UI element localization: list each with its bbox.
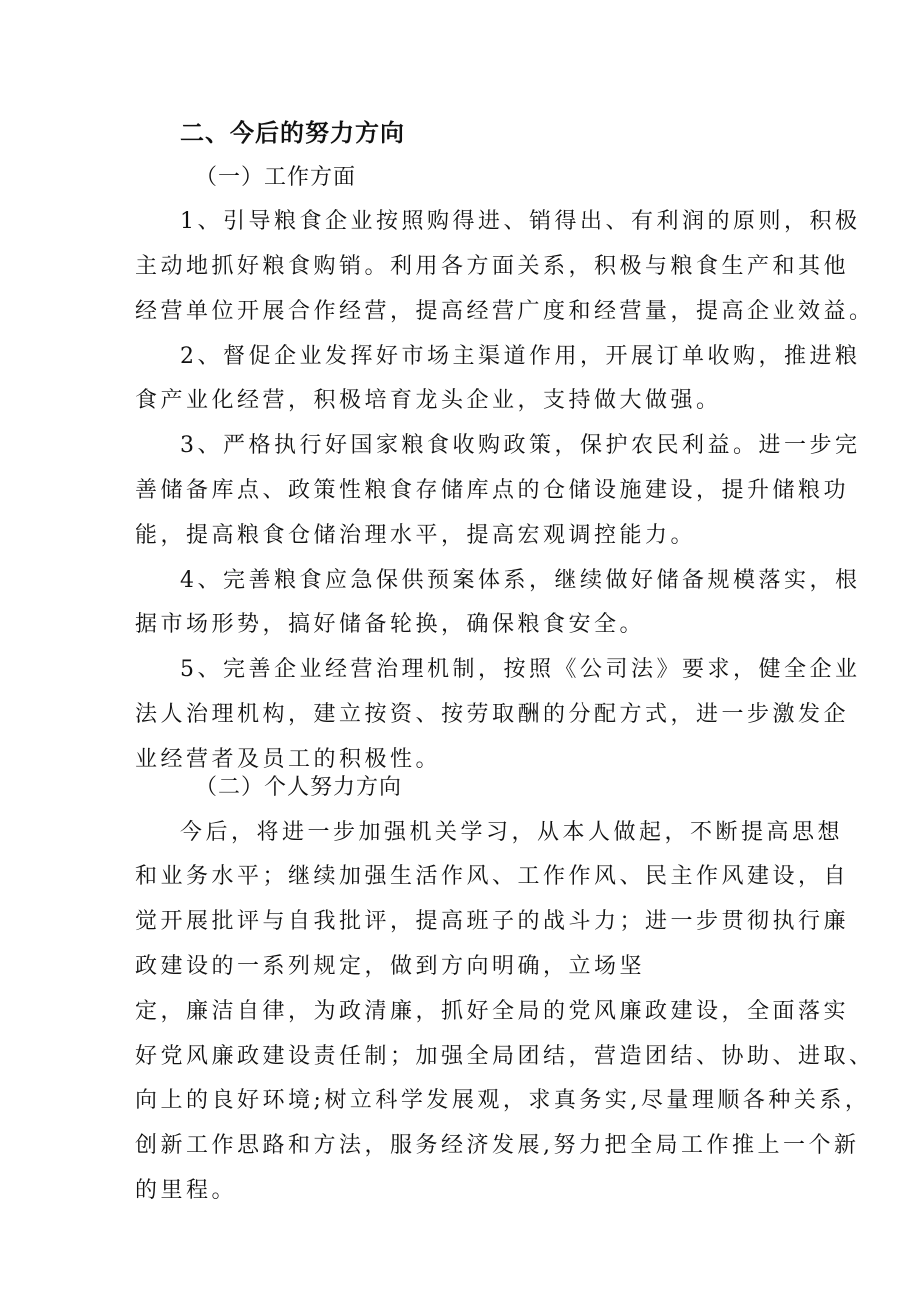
paragraph-line: 主动地抓好粮食购销。利用各方面关系，积极与粮食生产和其他 — [135, 254, 850, 279]
paragraph-line: 经营单位开展合作经营，提高经营广度和经营量，提高企业效益。 — [135, 299, 875, 324]
paragraph-line: 5、完善企业经营治理机制，按照《公司法》要求，健全企业 — [180, 657, 861, 682]
paragraph-line: 4、完善粮食应急保供预案体系，继续做好储备规模落实，根 — [180, 568, 861, 593]
paragraph-line: 和业务水平；继续加强生活作风、工作作风、民主作风建设，自 — [135, 864, 850, 889]
paragraph-line: 1、引导粮食企业按照购得进、销得出、有利润的原则，积极 — [180, 209, 861, 234]
section-heading: 二、今后的努力方向 — [180, 119, 405, 147]
subsection-title-work: （一）工作方面 — [195, 165, 357, 190]
paragraph-line: 业经营者及员工的积极性。 — [135, 747, 442, 772]
paragraph-line: 3、严格执行好国家粮食收购政策，保护农民利益。进一步完 — [180, 433, 861, 458]
paragraph-line: 法人治理机构，建立按资、按劳取酬的分配方式，进一步激发企 — [135, 702, 850, 727]
paragraph-line: 好党风廉政建设责任制；加强全局团结，营造团结、协助、进取、 — [135, 1044, 875, 1069]
paragraph-line: 的里程。 — [135, 1178, 238, 1203]
subsection-title-personal: （二）个人努力方向 — [195, 775, 403, 800]
paragraph-line: 创新工作思路和方法，服务经济发展,努力把全局工作推上一个新 — [135, 1133, 860, 1158]
paragraph-line: 向上的良好环境;树立科学发展观，求真务实,尽量理顺各种关系， — [135, 1088, 871, 1113]
paragraph-line: 据市场形势，搞好储备轮换，确保粮食安全。 — [135, 612, 646, 637]
paragraph-line: 善储备库点、政策性粮食存储库点的仓储设施建设，提升储粮功 — [135, 478, 850, 503]
paragraph-line: 觉开展批评与自我批评，提高班子的战斗力；进一步贯彻执行廉 — [135, 909, 850, 934]
paragraph-line: 今后，将进一步加强机关学习，从本人做起，不断提高思想 — [180, 820, 844, 845]
paragraph-line: 2、督促企业发挥好市场主渠道作用，开展订单收购，推进粮 — [180, 344, 861, 369]
paragraph-line: 能，提高粮食仓储治理水平，提高宏观调控能力。 — [135, 523, 697, 548]
paragraph-line: 政建设的一系列规定，做到方向明确，立场坚 — [135, 954, 646, 979]
paragraph-line: 食产业化经营，积极培育龙头企业，支持做大做强。 — [135, 388, 722, 413]
paragraph-line: 定，廉洁自律，为政清廉，抓好全局的党风廉政建设，全面落实 — [135, 999, 850, 1024]
